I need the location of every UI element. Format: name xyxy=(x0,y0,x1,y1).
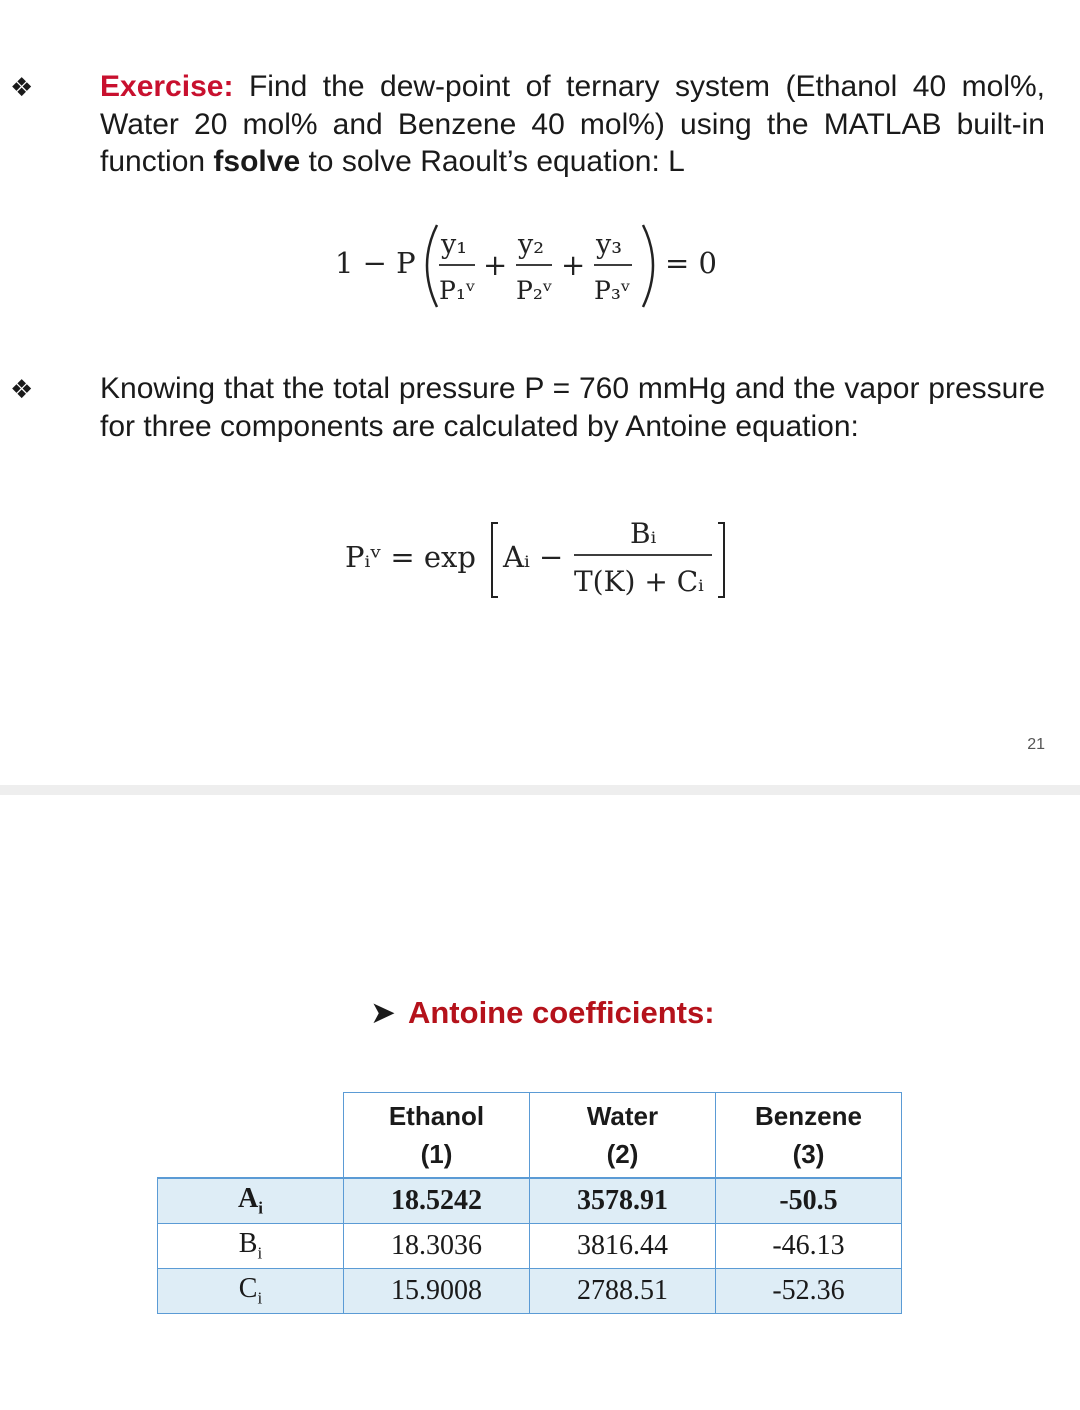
cell-a-benzene: -50.5 xyxy=(716,1178,902,1224)
knowing-paragraph xyxy=(10,370,1045,445)
eq1-y2: y₂ xyxy=(518,229,545,260)
diamond-bullet-icon: ❖ xyxy=(10,72,34,102)
eq2-num: Bᵢ xyxy=(630,517,657,550)
header-benzene: Benzene (3) xyxy=(716,1093,902,1179)
table-row xyxy=(158,1269,902,1314)
row-label-b: $B_i$ xyxy=(158,1224,344,1269)
eq1-lhs: 1 − P xyxy=(335,246,416,280)
antoine-heading xyxy=(370,995,715,1031)
header-water: Water (2) xyxy=(530,1093,716,1179)
header-ethanol: Ethanol (1) xyxy=(344,1093,530,1179)
fsolve-keyword: fsolve xyxy=(213,145,301,178)
cell-b-benzene: -46.13 xyxy=(716,1224,902,1269)
right-bracket-icon xyxy=(718,523,724,597)
table-row xyxy=(158,1224,902,1269)
left-paren-icon xyxy=(427,225,437,307)
cell-c-benzene: -52.36 xyxy=(716,1269,902,1314)
exercise-paragraph xyxy=(10,68,1045,180)
eq1-p3: P₃ᵛ xyxy=(594,276,631,305)
eq2-lhs: Pᵢᵛ = exp xyxy=(345,540,476,574)
cell-a-water: 3578.91 xyxy=(530,1178,716,1224)
eq1-plus-2: + xyxy=(561,248,586,282)
antoine-heading-text: Antoine coefficients: xyxy=(407,995,715,1030)
row-label-a: $A_i$ xyxy=(158,1178,344,1224)
header-blank-cell xyxy=(158,1093,344,1179)
antoine-table xyxy=(157,1092,902,1314)
antoine-equation-svg xyxy=(340,505,740,605)
exercise-text-b: to solve Raoult’s equation: L xyxy=(300,145,685,178)
table-row xyxy=(158,1178,902,1224)
arrow-bullet-icon: ➤ xyxy=(370,995,396,1030)
eq1-plus-1: + xyxy=(483,248,508,282)
cell-b-water: 3816.44 xyxy=(530,1224,716,1269)
eq1-y3: y₃ xyxy=(596,229,623,260)
exercise-label: Exercise: xyxy=(100,70,234,103)
table-header-row xyxy=(158,1093,902,1179)
cell-b-ethanol: 18.3036 xyxy=(344,1224,530,1269)
left-bracket-icon xyxy=(492,523,498,597)
exercise-text-a: Find the dew-point of ternary system (Ethanol 40 mol%, Water 20 mol% and Benzene 40 mol%) using the MATLAB built-in function xyxy=(100,70,1045,178)
eq1-p1: P₁ᵛ xyxy=(439,276,476,305)
diamond-bullet-icon: ❖ xyxy=(10,374,34,404)
eq1-p2: P₂ᵛ xyxy=(516,276,553,305)
eq1-y1: y₁ xyxy=(441,229,468,260)
page-number: 21 xyxy=(1027,736,1045,753)
right-paren-icon xyxy=(643,225,653,307)
eq1-rhs: = 0 xyxy=(665,246,717,280)
cell-c-water: 2788.51 xyxy=(530,1269,716,1314)
knowing-text: Knowing that the total pressure P = 760 mmHg and the vapor pressure for three components are calculated by Antoine equation: xyxy=(100,372,1045,443)
cell-c-ethanol: 15.9008 xyxy=(344,1269,530,1314)
eq2-a: Aᵢ − xyxy=(503,540,564,574)
slide-22 xyxy=(0,795,1080,1410)
eq2-den: T(K) + Cᵢ xyxy=(574,565,704,598)
row-label-c: $C_i$ xyxy=(158,1269,344,1314)
cell-a-ethanol: 18.5242 xyxy=(344,1178,530,1224)
slide-separator xyxy=(0,785,1080,795)
raoult-equation-svg xyxy=(325,215,725,315)
